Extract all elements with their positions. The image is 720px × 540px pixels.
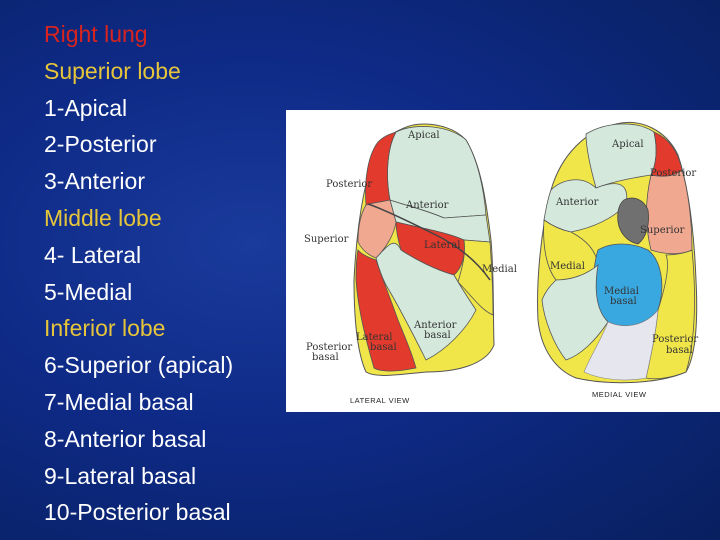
medial-label-posterior-basal-2: basal xyxy=(666,345,693,356)
list-heading-right-lung: Right lung xyxy=(44,21,148,47)
list-item-anterior-basal: 8-Anterior basal xyxy=(44,425,207,452)
medial-superior-segment xyxy=(646,170,692,254)
lateral-view-caption: LATERAL VIEW xyxy=(350,396,410,405)
list-item-medial: 5-Medial xyxy=(44,278,133,305)
medial-label-medial-basal-2: basal xyxy=(610,296,637,307)
lung-segments-svg xyxy=(286,110,720,412)
list-item-posterior: 2-Posterior xyxy=(44,131,157,158)
medial-view-caption: MEDIAL VIEW xyxy=(592,390,647,399)
lateral-label-anterior-basal-2: basal xyxy=(424,330,451,341)
medial-label-apical: Apical xyxy=(612,139,644,150)
lateral-label-anterior-basal-1: Anterior xyxy=(414,320,457,331)
lung-segments-figure xyxy=(286,110,720,412)
lateral-label-posterior-basal-1: Posterior xyxy=(306,342,353,353)
list-heading-superior-lobe: Superior lobe xyxy=(44,57,181,84)
lateral-label-medial: Medial xyxy=(482,264,517,275)
lateral-label-superior: Superior xyxy=(304,234,349,245)
lateral-label-lateral: Lateral xyxy=(424,240,461,251)
list-heading-middle-lobe: Middle lobe xyxy=(44,204,162,231)
medial-label-medial: Medial xyxy=(550,261,585,272)
lateral-label-anterior: Anterior xyxy=(406,200,449,211)
medial-label-superior: Superior xyxy=(640,225,685,236)
list-item-posterior-basal: 10-Posterior basal xyxy=(44,499,231,526)
medial-label-posterior-basal-1: Posterior xyxy=(652,334,699,345)
list-item-anterior: 3-Anterior xyxy=(44,168,145,195)
list-item-lateral: 4- Lateral xyxy=(44,241,142,268)
lateral-label-lateral-basal-1: Lateral xyxy=(356,332,393,343)
list-item-lateral-basal: 9-Lateral basal xyxy=(44,462,197,489)
medial-label-medial-basal-1: Medial xyxy=(604,286,639,297)
lateral-label-apical: Apical xyxy=(408,130,440,141)
list-item-apical: 1-Apical xyxy=(44,94,128,121)
list-heading-inferior-lobe: Inferior lobe xyxy=(44,315,166,342)
medial-label-anterior: Anterior xyxy=(556,197,599,208)
list-item-superior-apical: 6-Superior (apical) xyxy=(44,352,234,379)
segment-list xyxy=(44,16,233,531)
list-item-medial-basal: 7-Medial basal xyxy=(44,388,194,415)
medial-medial-basal-segment xyxy=(593,244,662,326)
lateral-label-lateral-basal-2: basal xyxy=(370,342,397,353)
lateral-label-posterior: Posterior xyxy=(326,179,373,190)
medial-label-posterior: Posterior xyxy=(650,168,697,179)
lateral-label-posterior-basal-2: basal xyxy=(312,352,339,363)
